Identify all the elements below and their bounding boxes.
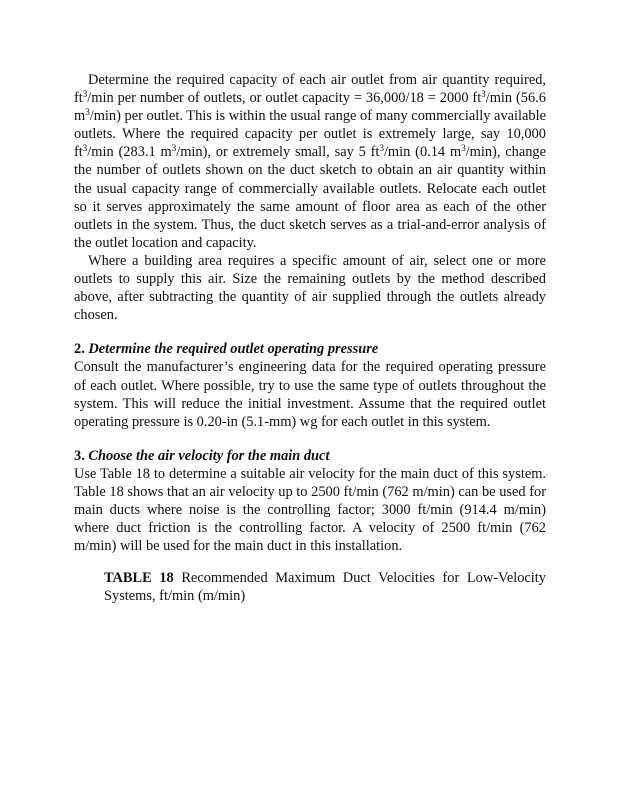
text-run: /min) per outlet. This is within the usual range of many commercially available outlets. Where the required capacity per outlet is extremely large, say 10,000 ft [74, 108, 546, 161]
superscript: 3 [171, 143, 177, 154]
document-page [74, 71, 546, 606]
section-title: Determine the required outlet operating pressure [88, 341, 379, 358]
text-run: /min per number of outlets, or outlet capacity = 36,000/18 = 2000 ft [87, 90, 482, 107]
text-run: /min (283.1 m [87, 144, 172, 161]
section-number: 2. [74, 341, 85, 358]
text-run: /min), change the number of outlets shown on the duct sketch to obtain an air quantity within the usual capacity range of commercially available outlets. Relocate each outlet so it serves approximately the same amount of floor area as each of the other outlets in the system. Thus, the duct sketch serves as a trial-and-error analysis of the outlet location and capacity. [74, 144, 547, 251]
table-title: Recommended Maximum Duct Velocities for Low-Velocity Systems, ft/min (m/min) [104, 570, 546, 605]
text-run: Determine the required capacity of each air outlet from air quantity required, ft [74, 72, 546, 107]
paragraph-specific-air: Where a building area requires a specific amount of air, select one or more outlets to supply this air. Size the remaining outlets by the method described above, after subtracting the quantity of air supplied through the outlets already chosen. [74, 252, 546, 324]
text-run: /min (56.6 m [74, 90, 546, 125]
superscript: 3 [82, 89, 88, 100]
superscript: 3 [379, 143, 384, 154]
section-number: 3. [74, 447, 85, 464]
superscript: 3 [82, 143, 88, 154]
text-run: /min (0.14 m [383, 144, 462, 161]
table-label: TABLE 18 [104, 570, 174, 587]
superscript: 3 [461, 143, 466, 154]
text-run: /min), or extremely small, say 5 ft [176, 144, 380, 161]
section-heading-main-duct-velocity [74, 447, 546, 465]
section-title: Choose the air velocity for the main duct [88, 447, 330, 464]
superscript: 3 [481, 89, 486, 100]
superscript: 3 [85, 107, 90, 118]
paragraph-main-duct-velocity: Use Table 18 to determine a suitable air velocity for the main duct of this system. Table 18 shows that an air velocity up to 2500 ft/min (762 m/min) can be used for main ducts where noise is the controlling factor; 3000 ft/min (914.4 m/min) where duct friction is the controlling factor. A velocity of 2500 ft/min (762 m/min) will be used for the main duct in this installation. [74, 465, 546, 555]
section-heading-outlet-pressure [74, 340, 546, 358]
paragraph-outlet-pressure: Consult the manufacturer’s engineering data for the required operating pressure of each outlet. Where possible, try to use the same type of outlets throughout the system. This will reduce the initial investment. Assume that the required outlet operating pressure is 0.20-in (5.1-mm) wg for each outlet in this system. [74, 359, 546, 430]
table-caption [74, 569, 546, 605]
paragraph-outlet-capacity [74, 71, 546, 252]
